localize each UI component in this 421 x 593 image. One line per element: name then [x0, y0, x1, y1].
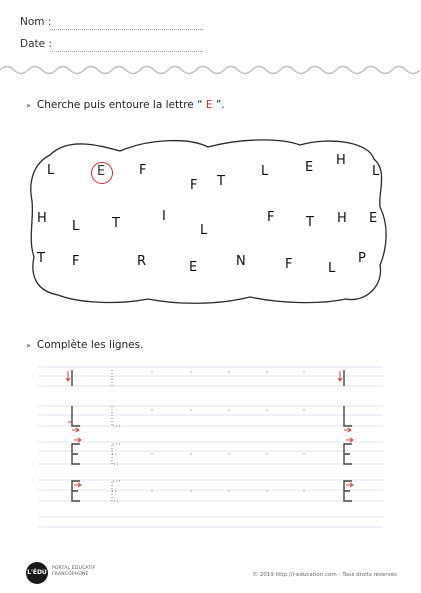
cloud-letter[interactable]: E [369, 211, 378, 226]
cloud-letter[interactable]: E [189, 260, 198, 275]
cloud-letter[interactable]: T [112, 216, 120, 231]
portal-line-2: FRANCOPHONE [52, 571, 89, 577]
target-letter: E [205, 99, 213, 111]
cloud-letter[interactable]: H [337, 211, 347, 226]
handwriting-practice[interactable] [0, 360, 421, 535]
exercise1-instruction [26, 99, 225, 111]
cloud-letter[interactable]: F [285, 257, 293, 272]
cloud-letter[interactable]: L [72, 219, 80, 234]
double-arrow-icon: » [26, 341, 31, 350]
trace-row-1 [66, 370, 344, 386]
cloud-letter[interactable]: I [162, 209, 166, 224]
cloud-letter[interactable]: H [37, 211, 47, 226]
cloud-letter[interactable]: R [137, 254, 147, 269]
cloud-letter[interactable]: F [267, 210, 275, 225]
date-label: Date : [20, 38, 52, 50]
cloud-letter[interactable]: L [372, 164, 380, 179]
exercise2-instruction [26, 339, 143, 351]
cloud-letter[interactable]: P [358, 251, 366, 266]
date-field[interactable] [50, 51, 203, 52]
name-field[interactable] [50, 29, 203, 30]
cloud-letter[interactable]: E [305, 160, 314, 175]
cloud-letter[interactable]: L [328, 261, 336, 276]
instruction-text: Cherche puis entoure la lettre “ [36, 99, 203, 111]
instruction-end: ”. [215, 99, 225, 111]
cloud-letter[interactable]: L [261, 164, 269, 179]
cloud-letter[interactable]: H [336, 153, 346, 168]
portal-label [52, 566, 96, 578]
double-arrow-icon: » [26, 101, 31, 110]
wavy-divider [0, 60, 421, 80]
cloud-letter[interactable]: F [190, 178, 198, 193]
portal-line-1: PORTAL ÉDUCATIF [52, 566, 96, 571]
cloud-letter[interactable]: F [139, 163, 147, 178]
cloud-letter[interactable]: N [236, 254, 246, 269]
cloud-letter[interactable]: T [217, 174, 225, 189]
cloud-letter[interactable]: T [37, 251, 45, 266]
cloud-letter[interactable]: L [47, 163, 55, 178]
trace-row-2 [68, 406, 352, 432]
copyright-text: © 2019 http://l-education.com - Tous droits réservés [252, 572, 397, 578]
cloud-letter[interactable]: T [306, 215, 314, 230]
cloud-letter[interactable]: F [72, 254, 80, 269]
name-label: Nom : [20, 16, 52, 28]
cloud-letter[interactable]: L [200, 223, 208, 238]
cloud-letter[interactable]: E [97, 164, 106, 179]
trace-row-4 [72, 481, 353, 501]
edu-logo: L'ÉDU [26, 562, 48, 584]
instruction-text: Complète les lignes. [36, 339, 144, 351]
